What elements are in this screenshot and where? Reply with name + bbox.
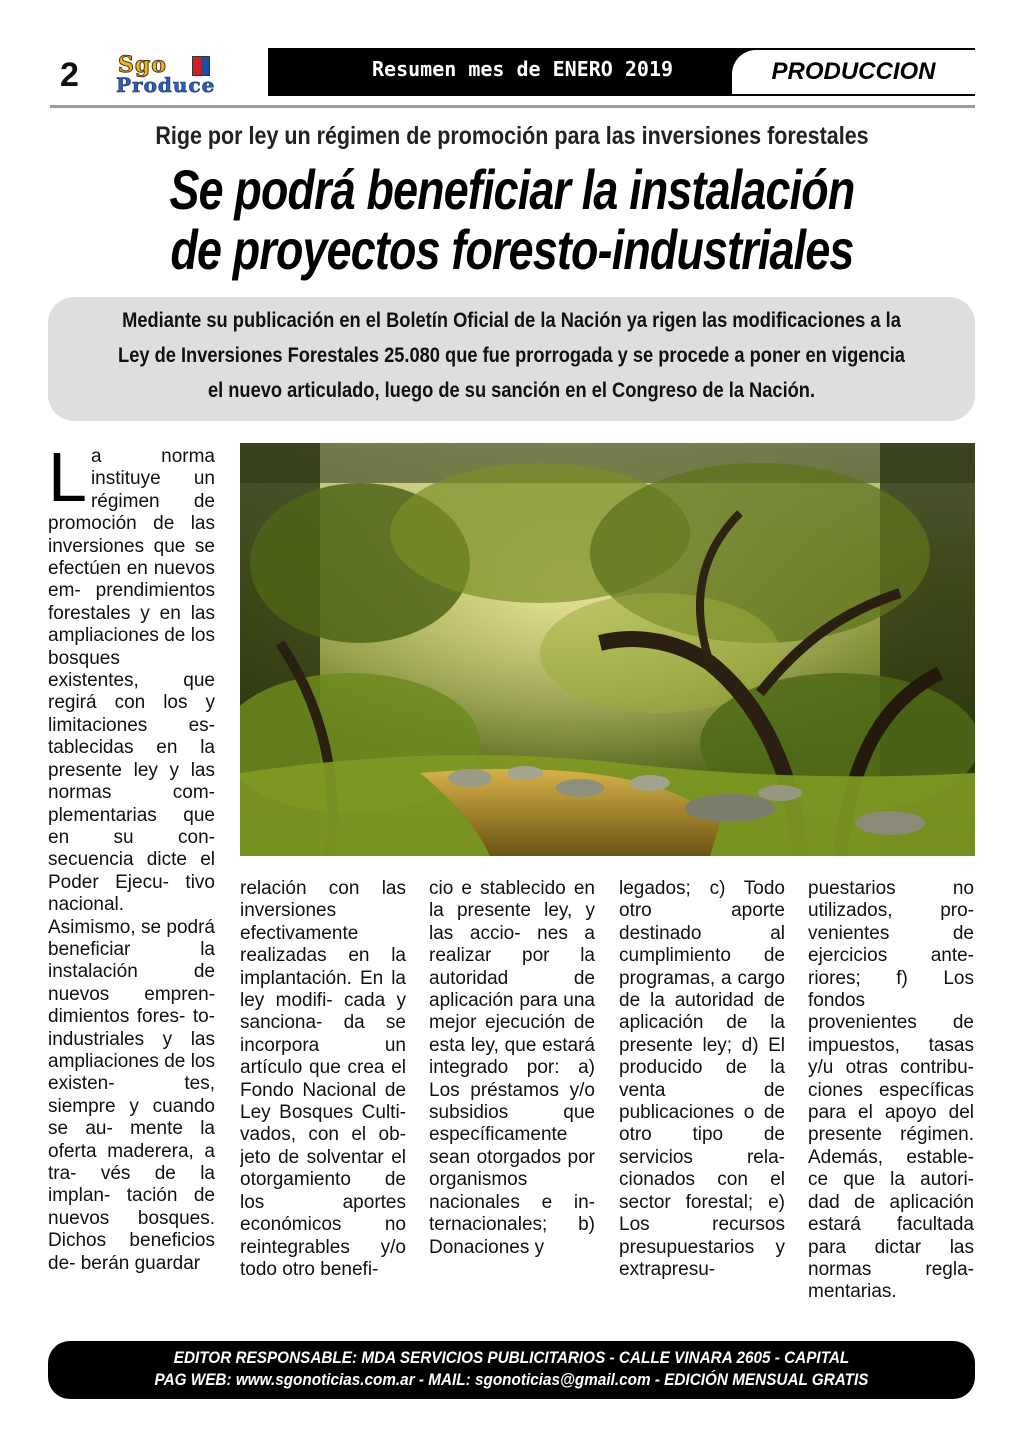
body-column-1 [48,446,215,1316]
logo-text-produce: Produce [116,73,216,97]
article-headline [102,160,921,280]
footer-contact-line: PAG WEB: www.sgonoticias.com.ar - MAIL: sgonoticias@gmail.com - EDICIÓN MENSUAL GRATIS [154,1370,869,1389]
body-column-3 [429,878,595,1318]
article-kicker: Rige por ley un régimen de promoción para las inversiones forestales [155,122,869,150]
body-column-2 [240,878,406,1318]
section-label: PRODUCCION [732,50,975,94]
issue-month: Resumen mes de ENERO 2019 [372,57,674,81]
header-divider [50,105,975,108]
footer-editor-line: EDITOR RESPONSABLE: MDA SERVICIOS PUBLICITARIOS - CALLE VINARA 2605 - CAPITAL [173,1348,850,1367]
sgo-produce-logo [112,52,257,96]
body-column-5 [808,878,974,1318]
body-column-4 [619,878,785,1318]
column-4-text: legados; c) Todo otro aporte destinado al cumplimiento de programas, a cargo de la autoridad de aplicación de la presente ley; d) El producido de la venta de publicaciones o de otro tipo de servicios rela- cionados con el sector forestal; e) Los recursos presupuestarios y extrapresu- [619,878,785,1280]
logo-text-sgo: Sgo [118,52,167,78]
page-number: 2 [60,56,79,94]
column-5-text: puestarios no utilizados, pro- venientes de ejercicios ante- riores; f) Los fondos provenientes de impuestos, tasas y/u otras contribu- ciones específicas para el apoyo del presente régimen. Además, estable- ce que la autori- dad de aplicación estará facultada para dictar las normas regla- mentarias. [808,878,974,1303]
column-1-text: a norma instituye un régimen de promoción de las inversiones que se efectúen en nuevos em- prendimientos forestales y en las ampliaciones de los bosques existentes, que regirá con los y limitaciones es- tablecidas en la presente ley y las normas com- plementarias que en su con- secuencia dicte el Poder Ejecu- tivo nacional. Asimismo, se podrá beneficiar la instalación de nuevos empren- dimientos fores- to-industriales y las ampliaciones de los existen- tes, siempre y cuando se au- mente la oferta maderera, a tra- vés de la implan- tación de nuevos bosques. Dichos beneficios de- berán guardar [48,446,215,1274]
column-2-text: relación con las inversiones efectivamente realizadas en la implantación. En la ley modifi- cada y sanciona- da se incorpora un artículo que crea el Fondo Nacional de Ley Bosques Culti- vados, con el ob- jeto de solventar el otorgamiento de los aportes económicos no reintegrables y/o todo otro benefi- [240,878,406,1280]
column-3-text: cio e stablecido en la presente ley, y las accio- nes a realizar por la autoridad de aplicación para una mejor ejecución de esta ley, que estará integrado por: a) Los préstamos y/o subsidios que específicamente sean otorgados por organismos nacionales e in- ternacionales; b) Donaciones y [429,878,595,1258]
forest-stream-photo [240,443,975,856]
drop-cap: L [48,446,87,516]
headline-line-1: Se podrá beneficiar la instalación [169,158,855,221]
article-summary: Mediante su publicación en el Boletín Oficial de la Nación ya rigen las modificaciones a la Ley de Inversiones Forestales 25.080 que fue prorrogada y se procede a poner en vigencia el nuevo articulado, luego de su sanción en el Congreso de la Nación. [118,309,905,402]
footer-bar [48,1341,975,1399]
headline-line-2: de proyectos foresto-industriales [170,218,854,281]
